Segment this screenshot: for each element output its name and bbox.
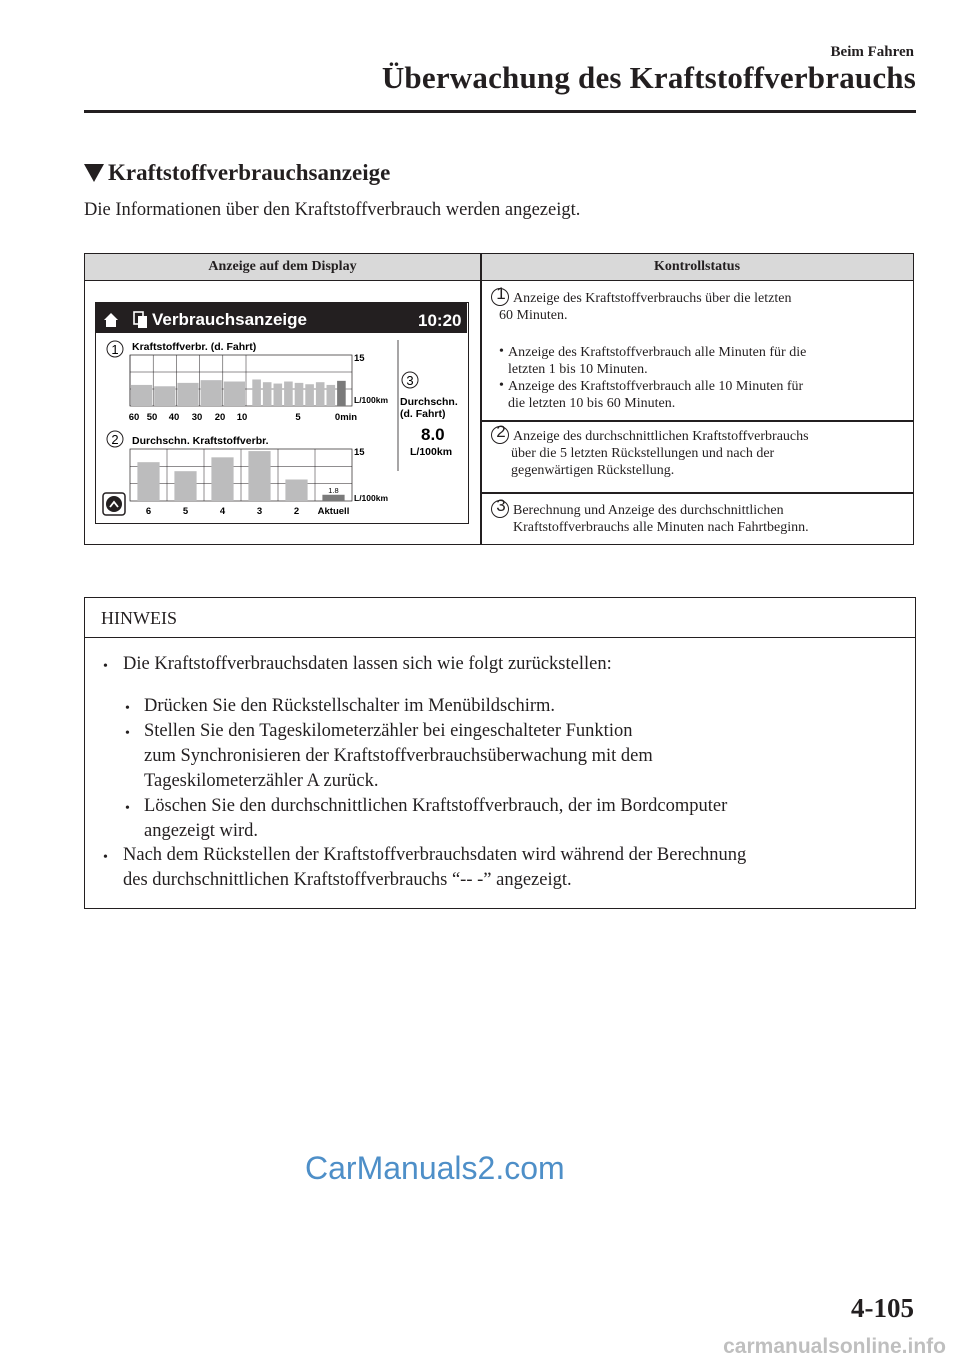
note-sub-3-line-1: Löschen Sie den durchschnittlichen Kraftstoffverbrauch, der im Bordcomputer <box>144 796 728 816</box>
row1-bullet-2: • Anzeige des Kraftstoffverbrauch alle 10 Minuten für die letzten 10 bis 60 Minuten. <box>499 378 804 411</box>
chart1-tick-label: 20 <box>214 412 226 423</box>
chart1-ticks <box>129 412 358 423</box>
chart1-unit: L/100km <box>354 395 389 405</box>
chart1-tick-label: 0min <box>334 412 358 423</box>
note-sub-2-line-1: Stellen Sie den Tageskilometerzähler bei eingeschalteter Funktion <box>144 721 633 741</box>
chart1-bar <box>201 380 222 406</box>
note-item-1: Die Kraftstoffverbrauchsdaten lassen sich wie folgt zurückstellen: <box>123 654 612 674</box>
chart2-plot <box>130 449 352 501</box>
note-bullet-2: • <box>103 850 108 865</box>
avg-label-1: Durchschn. <box>400 396 458 408</box>
watermark-logo: CarManuals2.com <box>305 1150 565 1186</box>
chart2-tick-label: 4 <box>219 506 226 517</box>
chart2-tick-label: 5 <box>182 506 189 517</box>
svg-text:1: 1 <box>111 342 119 357</box>
note-title: HINWEIS <box>101 608 177 628</box>
svg-text:3: 3 <box>406 373 414 388</box>
chart1-bar <box>337 381 346 406</box>
chart2-bar <box>137 462 159 501</box>
chart1-bar <box>224 382 245 406</box>
number-1-icon: 1 <box>491 288 509 308</box>
note-item-2-line-1: Nach dem Rückstellen der Kraftstoffverbrauchsdaten wird während der Berechnung <box>123 845 747 865</box>
display-title: Verbrauchsanzeige <box>152 310 307 329</box>
back-button[interactable] <box>103 493 125 515</box>
subsection-heading <box>84 160 390 186</box>
number-2-icon: 2 <box>491 426 509 446</box>
chart1-bar <box>252 379 261 406</box>
heading-rule <box>84 110 916 113</box>
chart2-unit: L/100km <box>354 493 389 503</box>
note-box <box>84 597 916 909</box>
avg-value: 8.0 <box>421 425 445 444</box>
chart1-bar <box>263 382 272 406</box>
chart1-tick-label: 50 <box>146 412 158 423</box>
chart1-bar <box>327 385 336 406</box>
chart1-bar <box>284 382 293 406</box>
chart2-title: Durchschn. Kraftstoffverbr. <box>132 435 269 447</box>
chart1-tick-label: 30 <box>191 412 203 423</box>
note-sub-1: Drücken Sie den Rückstellschalter im Menübildschirm. <box>144 696 556 716</box>
column-divider <box>480 254 482 544</box>
display-screen <box>95 302 469 524</box>
row2-text: 2 Anzeige des durchschnittlichen Kraftstoffverbrauchs über die 5 letzten Rückstellungen und nach der gegenwärtigen Rückstellung. <box>491 426 809 479</box>
chart2-ticks <box>146 506 349 517</box>
chart1-bar <box>274 384 283 406</box>
section-label: Beim Fahren <box>830 44 914 60</box>
row-divider-1 <box>481 420 913 422</box>
chart2-tick-label: 6 <box>145 506 152 517</box>
chart1-plot <box>130 355 352 406</box>
chart1-tick-label: 60 <box>128 412 140 423</box>
chart2-tick-label: 3 <box>256 506 263 517</box>
row1-text: 1 Anzeige des Kraftstoffverbrauchs über die letzten 60 Minuten. <box>491 288 791 325</box>
note-sub-2-line-2: zum Synchronisieren der Kraftstoffverbrauchsüberwachung mit dem <box>144 746 653 766</box>
display-time: 10:20 <box>418 311 462 330</box>
footer-site: carmanualsonline.info <box>723 1335 946 1358</box>
avg-label-2: (d. Fahrt) <box>400 408 446 420</box>
row3-text: 3 Berechnung und Anzeige des durchschnittlichen Kraftstoffverbrauchs alle Minuten nach Fahrtbeginn. <box>491 500 809 537</box>
marker-1 <box>107 341 123 357</box>
chart1-bar <box>295 383 304 406</box>
note-bullet-1: • <box>103 659 108 674</box>
chart2-tick-label: 2 <box>293 506 300 517</box>
note-sub-bullet-1: • <box>125 701 130 716</box>
chart1-bar <box>154 386 175 406</box>
avg-unit: L/100km <box>410 446 453 458</box>
marker-2 <box>107 431 123 447</box>
chart1-bar <box>316 382 325 406</box>
note-item-2-line-2: des durchschnittlichen Kraftstoffverbrauchs “-- -” angezeigt. <box>123 870 572 890</box>
row-divider-2 <box>481 492 913 494</box>
note-sub-bullet-2: • <box>125 726 130 741</box>
chart1-bar <box>305 384 314 406</box>
marker-3 <box>402 372 418 388</box>
chart2-max-label: 15 <box>354 447 365 458</box>
chart2-bar <box>322 495 344 501</box>
chart1-tick-label: 40 <box>168 412 180 423</box>
chart1-bar <box>131 385 152 406</box>
chart2-current-value: 1.8 <box>328 485 339 495</box>
triangle-down-icon <box>84 164 104 182</box>
chart1-max-label: 15 <box>354 353 365 364</box>
chart2-tick-label: Aktuell <box>317 506 350 517</box>
chart1-tick-label: 10 <box>236 412 248 423</box>
note-header <box>85 598 915 638</box>
chart2-bar <box>211 457 233 501</box>
number-3-icon: 3 <box>491 500 509 520</box>
chart2-bar <box>285 480 307 501</box>
page-title: Überwachung des Kraftstoffverbrauchs <box>381 60 916 95</box>
chart2-bar <box>174 471 196 501</box>
intro-text: Die Informationen über den Kraftstoffverbrauch werden angezeigt. <box>84 200 581 220</box>
note-sub-2-line-3: Tageskilometerzähler A zurück. <box>144 771 379 791</box>
svg-text:2: 2 <box>111 432 119 447</box>
chart1-tick-label: 5 <box>295 412 301 423</box>
row1-bullet-1: • Anzeige des Kraftstoffverbrauch alle Minuten für die letzten 1 bis 10 Minuten. <box>499 344 807 377</box>
chart1-title: Kraftstoffverbr. (d. Fahrt) <box>132 341 257 353</box>
table-header-status: Kontrollstatus <box>653 259 741 274</box>
table-header-row <box>85 254 913 281</box>
subsection-title: Kraftstoffverbrauchsanzeige <box>108 160 391 185</box>
page-number: 4-105 <box>851 1293 914 1323</box>
note-sub-bullet-3: • <box>125 801 130 816</box>
chart2-bar <box>248 451 270 501</box>
chart1-bar <box>177 383 198 406</box>
table-header-display: Anzeige auf dem Display <box>208 259 357 274</box>
note-sub-3-line-2: angezeigt wird. <box>144 821 259 841</box>
